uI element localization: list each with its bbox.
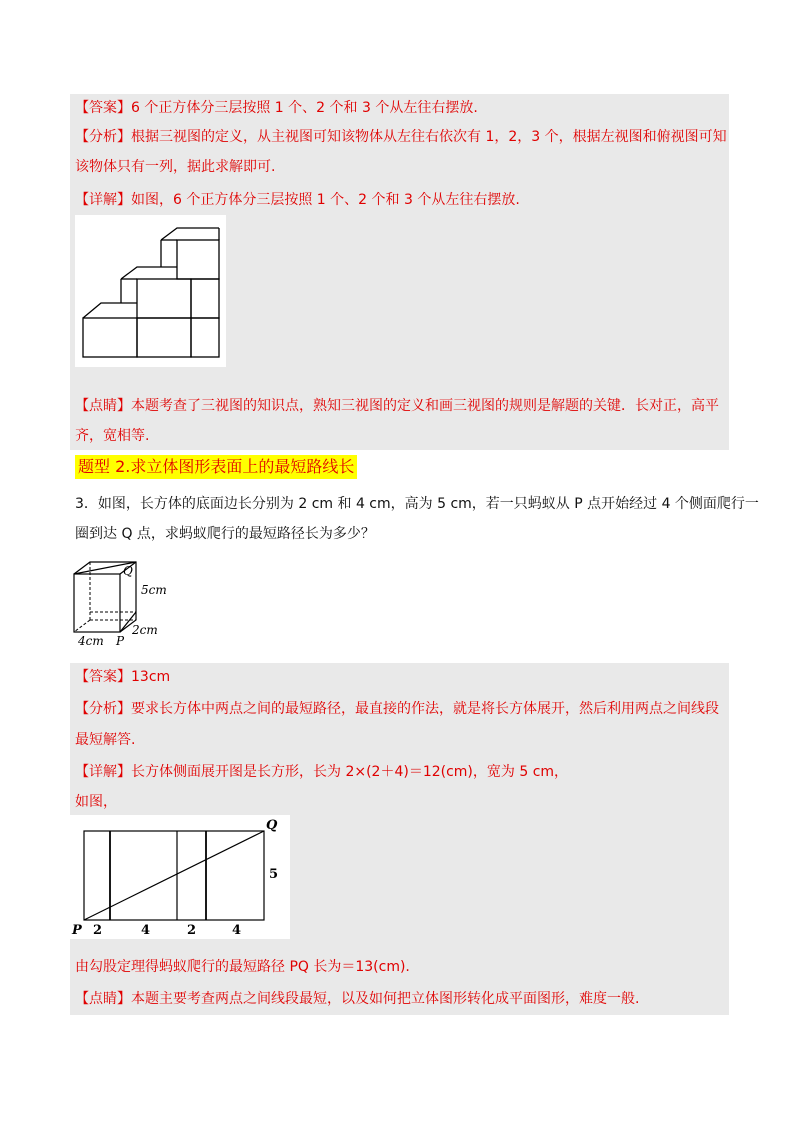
comment-2: 【点睛】本题主要考查两点之间线段最短，以及如何把立体图形转化成平面图形，难度一般.	[75, 991, 640, 1007]
analysis-2-line2: 最短解答.	[75, 732, 136, 748]
answer-2: 【答案】13cm	[75, 669, 171, 685]
unfold-label-height: 5	[269, 867, 279, 882]
cuboid-label-width: 4cm	[78, 634, 104, 648]
answer-1: 【答案】6 个正方体分三层按照 1 个、2 个和 3 个从左往右摆放.	[75, 100, 478, 116]
unfold-seg-label-2: 4	[141, 923, 151, 938]
conclusion: 由勾股定理得蚂蚁爬行的最短路径 PQ 长为＝13(cm).	[75, 959, 410, 975]
unfold-seg-label-3: 2	[187, 923, 197, 938]
question-line1: 3．如图，长方体的底面边长分别为 2 cm 和 4 cm，高为 5 cm，若一只蚂蚁从 P 点开始经过 4 个侧面爬行一	[75, 496, 759, 512]
comment-1-line1: 【点睛】本题考查了三视图的知识点，熟知三视图的定义和画三视图的规则是解题的关键．长对正，高平	[75, 398, 719, 414]
unfolded-figure	[70, 815, 290, 939]
question-line2: 圈到达 Q 点，求蚂蚁爬行的最短路径长为多少？	[75, 526, 375, 542]
analysis-2-line1: 【分析】要求长方体中两点之间的最短路径，最直接的作法，就是将长方体展开，然后利用两点之间线段	[75, 701, 719, 717]
analysis-1-line1: 【分析】根据三视图的定义，从主视图可知该物体从左往右依次有 1，2，3 个，根据左视图和俯视图可知	[75, 129, 727, 145]
cuboid-label-p: P	[116, 634, 125, 648]
analysis-1-line2: 该物体只有一列，据此求解即可.	[75, 159, 276, 175]
unfold-seg-label-4: 4	[232, 923, 242, 938]
comment-1-line2: 齐，宽相等.	[75, 428, 150, 444]
section-heading: 题型 2.求立体图形表面上的最短路线长	[75, 455, 357, 479]
as-shown: 如图，	[75, 794, 117, 810]
unfold-label-p: P	[72, 923, 82, 938]
unfold-seg-label-1: 2	[93, 923, 103, 938]
cuboid-figure	[62, 554, 182, 648]
cuboid-label-height: 5cm	[141, 583, 167, 597]
detail-1: 【详解】如图，6 个正方体分三层按照 1 个、2 个和 3 个从左往右摆放.	[75, 192, 520, 208]
detail-2: 【详解】长方体侧面展开图是长方形，长为 2×(2＋4)＝12(cm)，宽为 5 cm，	[75, 764, 569, 780]
unfold-label-q: Q	[266, 818, 278, 833]
stacked-cubes-figure	[75, 215, 226, 367]
cuboid-label-depth: 2cm	[132, 623, 158, 637]
cuboid-label-q: Q	[123, 564, 133, 578]
